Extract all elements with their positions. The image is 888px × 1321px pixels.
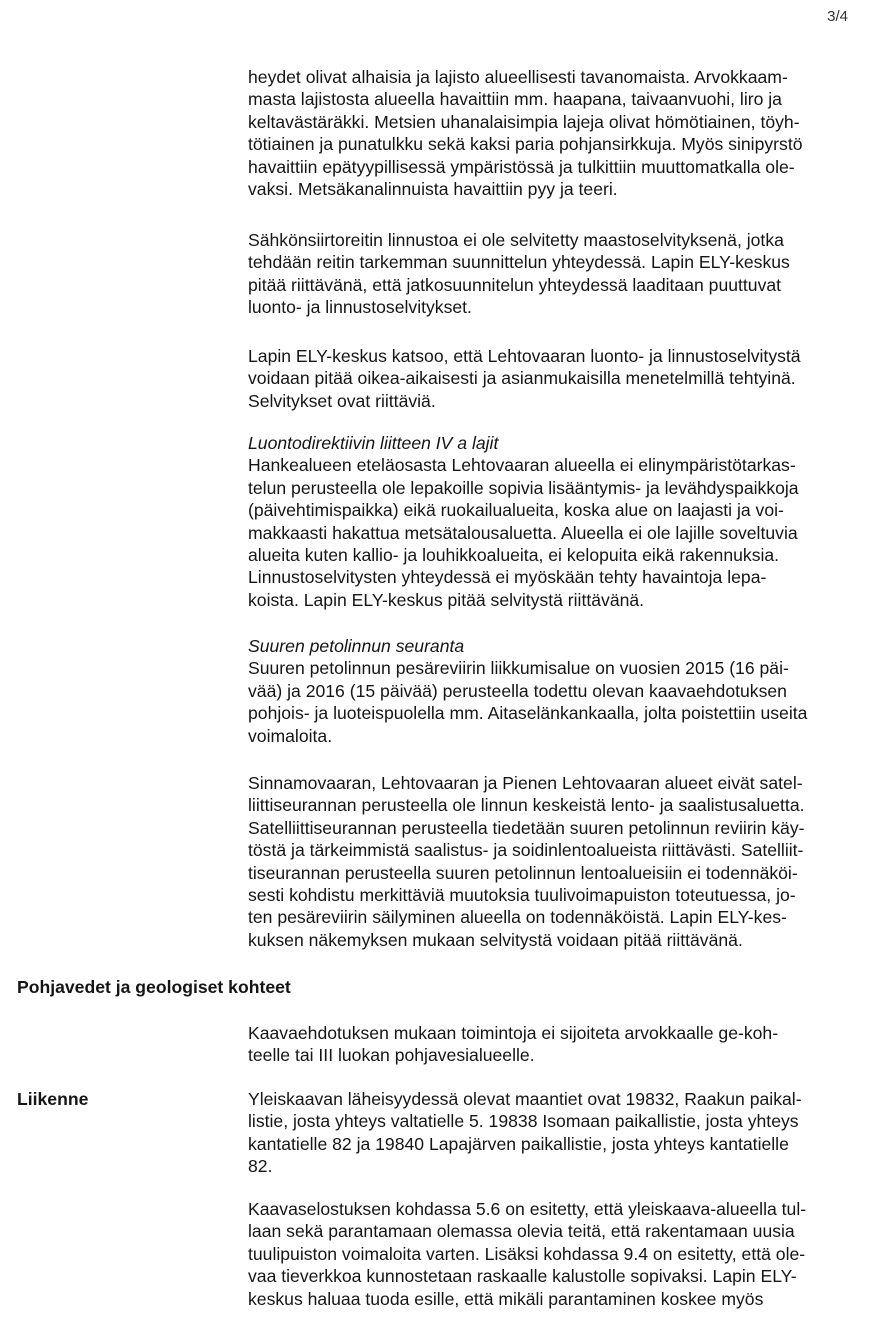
text-line: tiseurannan perusteella suuren petolinnun lentoalueisiin ei todennäköi-	[248, 862, 798, 883]
paragraph-bird-species	[248, 66, 873, 200]
text-line: Satelliittiseurannan perusteella tiedetään suuren petolinnun reviirin käy-	[248, 817, 805, 838]
paragraph-power-line-birds	[248, 229, 873, 319]
text-line: listie, josta yhteys valtatielle 5. 19838 Isomaan paikallistie, josta yhteys	[248, 1111, 799, 1132]
text-line: kantatielle 82 ja 19840 Lapajärven paikallistie, josta yhteys kantatielle	[248, 1133, 789, 1154]
section-heading: Luontodirektiivin liitteen IV a lajit	[248, 433, 499, 453]
side-heading-traffic: Liikenne	[17, 1089, 89, 1109]
section-raptor-monitoring	[248, 635, 873, 747]
text-line: pitää riittävänä, että jatkosuunnitelun yhteydessä laaditaan puuttuvat	[248, 274, 782, 295]
text-line: 82.	[248, 1156, 273, 1177]
text-line: telun perusteella ole lepakoille sopivia lisääntymis- ja levähdyspaikkoja	[248, 477, 799, 498]
text-line: Hankealueen eteläosasta Lehtovaaran alueella ei elinympäristötarkas-	[248, 455, 796, 476]
text-line: pohjois- ja luoteispuolella mm. Aitaselänkankaalla, jolta poistettiin useita	[248, 703, 808, 724]
text-line: luonto- ja linnustoselvitykset.	[248, 297, 472, 318]
text-line: koista. Lapin ELY-keskus pitää selvitystä riittävänä.	[248, 589, 645, 610]
paragraph-satellite-tracking	[248, 772, 873, 951]
paragraph-groundwater	[248, 1022, 873, 1067]
section-habitats-directive	[248, 432, 873, 611]
text-line: (päivehtimispaikka) eikä ruokailualueita, koska alue on laajasti ja voi-	[248, 500, 784, 521]
text-line: sesti kohdistu merkittäviä muutoksia tuulivoimapuiston toteutuessa, jo-	[248, 885, 796, 906]
text-line: Selvitykset ovat riittäviä.	[248, 390, 436, 411]
text-line: havaittiin epätyypillisessä ympäristössä ja tulkittiin muuttomatkalla ole-	[248, 156, 795, 177]
text-line: Kaavaselostuksen kohdassa 5.6 on esitetty, että yleiskaava-alueella tul-	[248, 1199, 807, 1219]
text-line: tuulipuiston voimaloita varten. Lisäksi kohdassa 9.4 on esitetty, että ole-	[248, 1243, 806, 1264]
text-line: tehdään reitin tarkemman suunnittelun yhteydessä. Lapin ELY-keskus	[248, 252, 790, 273]
text-line: vaa tieverkkoa kunnostetaan raskaalle kalustolle sopivaksi. Lapin ELY-	[248, 1266, 797, 1287]
paragraph-roads	[248, 1088, 873, 1178]
text-line: ten pesäreviirin säilyminen alueella on todennäköistä. Lapin ELY-kes-	[248, 907, 787, 928]
text-line: vää) ja 2016 (15 päivää) perusteella todettu olevan kaavaehdotuksen	[248, 680, 787, 701]
text-line: Kaavaehdotuksen mukaan toimintoja ei sijoiteta arvokkaalle ge-koh-	[248, 1023, 779, 1043]
paragraph-road-improvements	[248, 1198, 873, 1310]
text-line: makkaasti hakattua metsätalousaluetta. Alueella ei ole lajille soveltuvia	[248, 522, 798, 543]
text-line: Linnustoselvitysten yhteydessä ei myöskään tehty havaintoja lepa-	[248, 567, 767, 588]
text-line: Yleiskaavan läheisyydessä olevat maantiet ovat 19832, Raakun paikal-	[248, 1089, 802, 1109]
text-line: töstä ja tärkeimmistä saalistus- ja soidinlentoalueista riittävästi. Satelliit-	[248, 840, 804, 861]
section-heading: Suuren petolinnun seuranta	[248, 636, 465, 656]
text-line: masta lajistosta alueella havaittiin mm. haapana, taivaanvuohi, liro ja	[248, 89, 782, 110]
text-line: Sinnamovaaran, Lehtovaaran ja Pienen Lehtovaaran alueet eivät satel-	[248, 773, 803, 793]
paragraph-ely-assessment	[248, 345, 873, 412]
text-line: heydet olivat alhaisia ja lajisto alueellisesti tavanomaista. Arvokkaam-	[248, 67, 788, 87]
text-line: laan sekä parantamaan olemassa olevia teitä, että rakentamaan uusia	[248, 1221, 795, 1242]
side-heading-groundwater: Pohjavedet ja geologiset kohteet	[17, 977, 291, 997]
page-number: 3/4	[827, 8, 848, 25]
text-line: tötiainen ja punatulkku sekä kaksi paria pohjansirkkuja. Myös sinipyrstö	[248, 134, 803, 155]
text-line: keltavästäräkki. Metsien uhanalaisimpia lajeja olivat hömötiainen, töyh-	[248, 111, 800, 132]
text-line: voidaan pitää oikea-aikaisesti ja asianmukaisilla menetelmillä tehtyinä.	[248, 368, 796, 389]
text-line: vaksi. Metsäkanalinnuista havaittiin pyy ja teeri.	[248, 179, 618, 200]
text-line: Sähkönsiirtoreitin linnustoa ei ole selvitetty maastoselvityksenä, jotka	[248, 230, 784, 250]
text-line: kuksen näkemyksen mukaan selvitystä voidaan pitää riittävänä.	[248, 929, 743, 950]
text-line: keskus haluaa tuoda esille, että mikäli parantaminen koskee myös	[248, 1288, 764, 1309]
text-line: Lapin ELY-keskus katsoo, että Lehtovaaran luonto- ja linnustoselvitystä	[248, 346, 801, 366]
text-line: teelle tai III luokan pohjavesialueelle.	[248, 1045, 535, 1066]
text-line: alueita kuten kallio- ja louhikkoalueita, ei kelopuita eikä rakennuksia.	[248, 545, 780, 566]
text-line: voimaloita.	[248, 725, 333, 746]
text-line: liittiseurannan perusteella ole linnun keskeistä lento- ja saalistusaluetta.	[248, 795, 805, 816]
text-line: Suuren petolinnun pesäreviirin liikkumisalue on vuosien 2015 (16 päi-	[248, 658, 789, 679]
